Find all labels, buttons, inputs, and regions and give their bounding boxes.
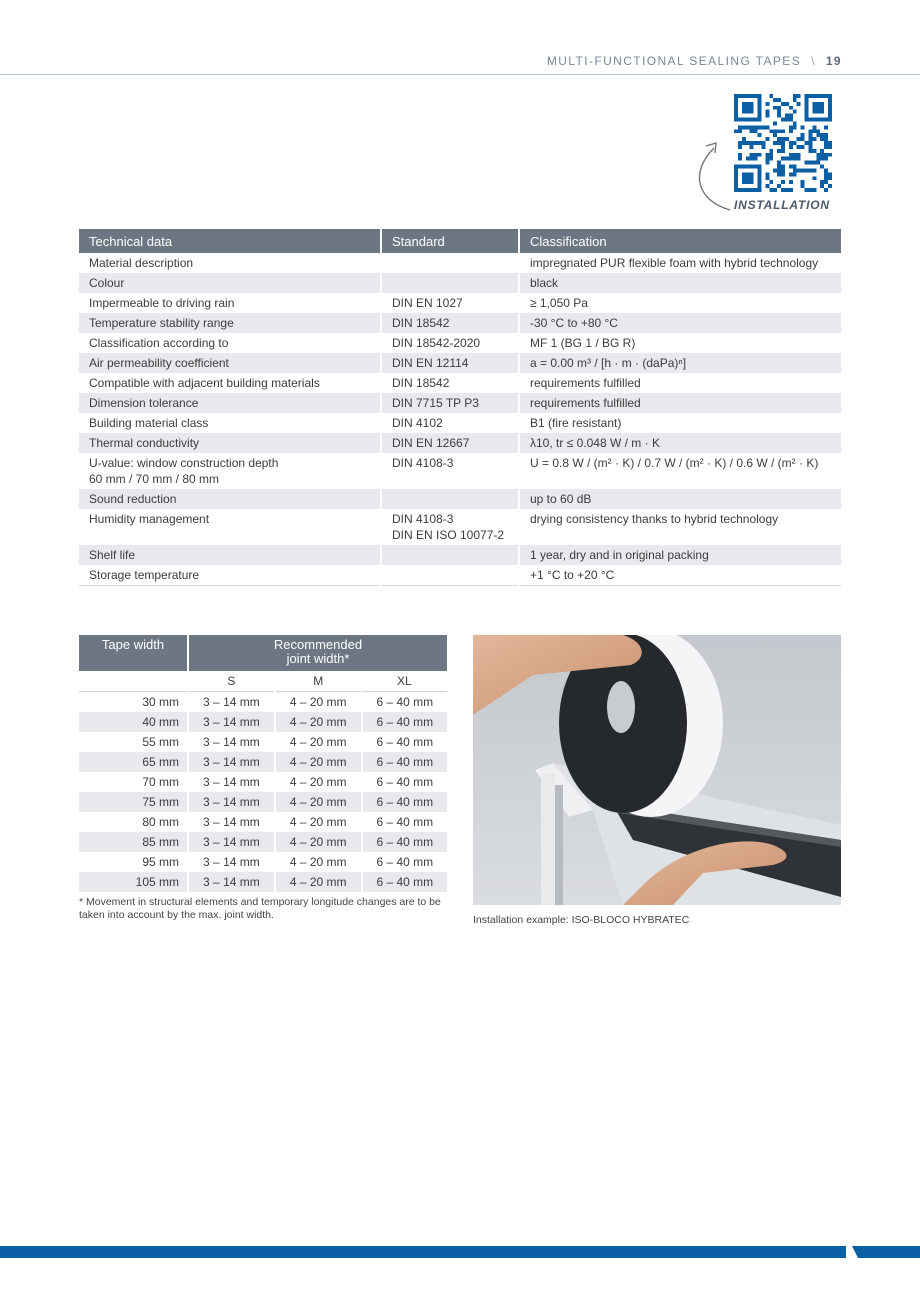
table-cell bbox=[381, 565, 519, 586]
table-cell: 6 – 40 mm bbox=[376, 855, 434, 869]
table-row bbox=[79, 852, 447, 872]
table-row bbox=[79, 792, 447, 812]
table-cell: 4 – 20 mm bbox=[275, 772, 362, 792]
table-cell: a = 0.00 m³ / [h · m · (daPa)ⁿ] bbox=[519, 353, 841, 373]
table-cell: 6 – 40 mm bbox=[376, 735, 434, 749]
table-row bbox=[79, 692, 447, 713]
table-cell: drying consistency thanks to hybrid technology bbox=[530, 512, 779, 526]
table-cell: requirements fulfilled bbox=[530, 376, 641, 390]
table-cell: 1 year, dry and in original packing bbox=[519, 545, 841, 565]
table-cell: DIN 18542-2020 bbox=[381, 333, 519, 353]
table-row bbox=[79, 772, 447, 792]
table-cell: Material description bbox=[79, 253, 381, 273]
tape-width-table bbox=[79, 635, 447, 892]
table-row bbox=[79, 752, 447, 772]
table-cell: -30 °C to +80 °C bbox=[519, 313, 841, 333]
table-cell: 6 – 40 mm bbox=[362, 792, 447, 812]
header-separator: \ bbox=[811, 54, 816, 68]
table-cell: up to 60 dB bbox=[519, 489, 841, 509]
table-cell: 3 – 14 mm bbox=[188, 792, 275, 812]
table-row bbox=[79, 545, 841, 565]
table-cell: 4 – 20 mm bbox=[275, 732, 362, 752]
table-cell: Impermeable to driving rain bbox=[79, 293, 381, 313]
table-cell: Temperature stability range bbox=[79, 313, 381, 333]
table-cell: 6 – 40 mm bbox=[376, 695, 434, 709]
table-row bbox=[79, 273, 841, 293]
table-cell: DIN 4108-3 DIN EN ISO 10077-2 bbox=[381, 509, 519, 545]
table-row bbox=[79, 293, 841, 313]
table-cell: +1 °C to +20 °C bbox=[519, 565, 841, 586]
table-cell: Humidity management bbox=[79, 509, 381, 545]
table-cell: impregnated PUR flexible foam with hybrid technology bbox=[530, 256, 819, 270]
table-cell bbox=[381, 273, 519, 293]
table-cell: 55 mm bbox=[79, 732, 188, 752]
table-cell: Classification according to bbox=[79, 333, 381, 353]
table-cell: 6 – 40 mm bbox=[376, 775, 434, 789]
table-cell: DIN EN 12667 bbox=[381, 433, 519, 453]
table-cell: DIN 18542 bbox=[381, 373, 519, 393]
table-cell: 3 – 14 mm bbox=[188, 752, 275, 772]
table-cell: DIN 4108-3 bbox=[381, 453, 519, 489]
header-divider bbox=[0, 74, 920, 75]
table-cell: Colour bbox=[79, 273, 381, 293]
table-cell: 95 mm bbox=[79, 852, 188, 872]
table-cell: 4 – 20 mm bbox=[275, 852, 362, 872]
column-header: Technical data bbox=[79, 229, 381, 253]
table-cell: black bbox=[519, 273, 841, 293]
table-row bbox=[79, 353, 841, 373]
table-cell: 4 – 20 mm bbox=[275, 752, 362, 772]
footnote: * Movement in structural elements and temporary longitude changes are to be taken into account by the max. joint width. bbox=[79, 896, 441, 921]
table-cell: 4 – 20 mm bbox=[275, 712, 362, 732]
table-cell: 4 – 20 mm bbox=[275, 792, 362, 812]
tape-width-header: Tape width bbox=[79, 635, 188, 671]
table-cell: 3 – 14 mm bbox=[188, 692, 275, 713]
table-cell: MF 1 (BG 1 / BG R) bbox=[530, 336, 636, 350]
photo-caption: Installation example: ISO-BLOCO HYBRATEC bbox=[473, 914, 690, 926]
installation-photo bbox=[473, 635, 841, 905]
table-row bbox=[79, 253, 841, 273]
footer-bar bbox=[0, 1246, 920, 1258]
table-row bbox=[79, 732, 447, 752]
table-cell: DIN 4102 bbox=[381, 413, 519, 433]
table-cell: 4 – 20 mm bbox=[275, 872, 362, 892]
table-row bbox=[79, 489, 841, 509]
table-cell: Sound reduction bbox=[79, 489, 381, 509]
table-cell: U-value: window construction depth 60 mm / 70 mm / 80 mm bbox=[79, 453, 381, 489]
table-cell bbox=[381, 253, 519, 273]
table-row bbox=[79, 832, 447, 852]
table-cell: 65 mm bbox=[79, 752, 188, 772]
table-cell bbox=[381, 545, 519, 565]
table-row bbox=[79, 373, 841, 393]
table-cell: Dimension tolerance bbox=[79, 393, 381, 413]
table-cell: 4 – 20 mm bbox=[275, 832, 362, 852]
technical-data-table bbox=[79, 229, 841, 586]
table-cell: λ10, tr ≤ 0.048 W / m · K bbox=[519, 433, 841, 453]
table-row bbox=[79, 712, 447, 732]
table-row bbox=[79, 393, 841, 413]
size-header: S bbox=[188, 671, 275, 692]
curved-arrow-icon bbox=[688, 134, 738, 214]
table-cell: ≥ 1,050 Pa bbox=[530, 296, 588, 310]
qr-code-icon[interactable] bbox=[734, 94, 832, 192]
column-header: Standard bbox=[381, 229, 519, 253]
column-header: Classification bbox=[519, 229, 841, 253]
table-cell: DIN 18542 bbox=[381, 313, 519, 333]
table-cell: 80 mm bbox=[79, 812, 188, 832]
table-cell: 6 – 40 mm bbox=[362, 752, 447, 772]
table-cell: 70 mm bbox=[79, 772, 188, 792]
table-cell: DIN 7715 TP P3 bbox=[381, 393, 519, 413]
size-header-blank bbox=[79, 671, 188, 692]
table-cell: 6 – 40 mm bbox=[362, 712, 447, 732]
table-cell: U = 0.8 W / (m² · K) / 0.7 W / (m² · K) / 0.6 W / (m² · K) bbox=[530, 456, 819, 470]
page-number: 19 bbox=[825, 54, 842, 68]
table-cell: requirements fulfilled bbox=[519, 393, 841, 413]
table-cell: 6 – 40 mm bbox=[362, 832, 447, 852]
header-title: MULTI-FUNCTIONAL SEALING TAPES bbox=[546, 54, 802, 68]
size-header: M bbox=[275, 671, 362, 692]
table-cell: DIN EN 12114 bbox=[381, 353, 519, 373]
table-row bbox=[79, 509, 841, 545]
table-row bbox=[79, 872, 447, 892]
table-cell: Thermal conductivity bbox=[79, 433, 381, 453]
table-cell: Shelf life bbox=[79, 545, 381, 565]
table-row bbox=[79, 453, 841, 489]
table-row bbox=[79, 565, 841, 586]
table-row bbox=[79, 812, 447, 832]
table-cell: Air permeability coefficient bbox=[79, 353, 381, 373]
table-cell: 3 – 14 mm bbox=[188, 812, 275, 832]
table-cell: 6 – 40 mm bbox=[376, 815, 434, 829]
table-row bbox=[79, 413, 841, 433]
table-cell: 3 – 14 mm bbox=[188, 872, 275, 892]
size-header: XL bbox=[362, 671, 447, 692]
table-cell: 3 – 14 mm bbox=[188, 712, 275, 732]
table-cell: 3 – 14 mm bbox=[188, 832, 275, 852]
qr-label: INSTALLATION bbox=[734, 198, 830, 212]
table-cell: 30 mm bbox=[79, 692, 188, 713]
joint-width-header: Recommended joint width* bbox=[188, 635, 447, 671]
table-cell: Building material class bbox=[79, 413, 381, 433]
table-cell: 4 – 20 mm bbox=[275, 812, 362, 832]
table-cell: 3 – 14 mm bbox=[188, 772, 275, 792]
table-cell: 3 – 14 mm bbox=[188, 852, 275, 872]
table-cell: 40 mm bbox=[79, 712, 188, 732]
table-row bbox=[79, 333, 841, 353]
table-cell: 85 mm bbox=[79, 832, 188, 852]
table-cell: Compatible with adjacent building materials bbox=[79, 373, 381, 393]
page-header bbox=[547, 54, 842, 68]
table-cell: 105 mm bbox=[79, 872, 188, 892]
table-cell: Storage temperature bbox=[79, 565, 381, 586]
table-cell bbox=[381, 489, 519, 509]
table-cell: 6 – 40 mm bbox=[362, 872, 447, 892]
table-cell: 4 – 20 mm bbox=[275, 692, 362, 713]
table-cell: DIN EN 1027 bbox=[381, 293, 519, 313]
table-cell: 3 – 14 mm bbox=[188, 732, 275, 752]
table-cell: B1 (fire resistant) bbox=[530, 416, 622, 430]
table-row bbox=[79, 313, 841, 333]
table-row bbox=[79, 433, 841, 453]
table-cell: 75 mm bbox=[79, 792, 188, 812]
